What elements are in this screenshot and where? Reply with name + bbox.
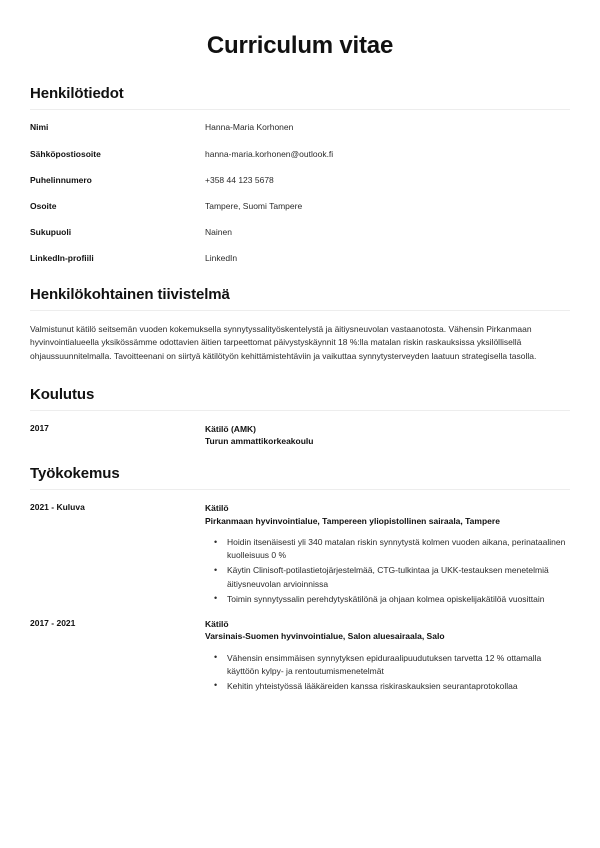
section-divider [30, 109, 570, 110]
detail-label-nimi: Nimi [30, 122, 49, 133]
experience-entry-date: 2021 - Kuluva [30, 502, 85, 513]
education-entry [30, 423, 570, 448]
table-row [30, 253, 570, 279]
experience-entry-role: Kätilö [205, 618, 229, 629]
section-divider [30, 410, 570, 411]
table-row [30, 149, 570, 175]
education-entry-date: 2017 [30, 422, 49, 433]
section-personal-details [30, 85, 570, 279]
detail-label-address: Osoite [30, 200, 57, 211]
list-item: • Vähensin ensimmäisen synnytyksen epiduraalipuudutuksen tarvetta 12 % ottamalla käyttöön kylpy- ja rentoutumismenetelmät [205, 652, 570, 678]
experience-entry-bullets [205, 652, 570, 694]
section-heading-personal-summary: Henkilökohtainen tiivistelmä [30, 285, 230, 303]
detail-value-phone: +358 44 123 5678 [205, 174, 274, 185]
list-item: • Toimin synnytyssalin perehdytyskätilönä ja ohjaan kolmea opiskelijakätilöä vuosittain [205, 593, 570, 606]
detail-value-gender: Nainen [205, 227, 232, 238]
page-title: Curriculum vitae [206, 32, 394, 59]
detail-value-email: hanna-maria.korhonen@outlook.fi [205, 148, 334, 159]
personal-details-table [30, 122, 570, 279]
list-item: • Käytin Clinisoft-potilastietojärjestelmää, CTG-tulkintaa ja UKK-testauksen menetelmiä äitiysneuvolan arvioinnissa [205, 564, 570, 590]
experience-entry-body [205, 502, 570, 607]
education-entry-body [205, 423, 570, 448]
table-row [30, 175, 570, 201]
detail-label-phone: Puhelinnumero [30, 174, 92, 185]
section-heading-education: Koulutus [30, 385, 95, 403]
section-divider [30, 489, 570, 490]
detail-label-email: Sähköpostiosoite [30, 148, 101, 159]
experience-entry [30, 618, 570, 695]
list-item: • Hoidin itsenäisesti yli 340 matalan riskin synnytystä kolmen vuoden aikana, perinataalinen kuolleisuus 0 % [205, 536, 570, 562]
personal-summary-text: Valmistunut kätilö seitsemän vuoden kokemuksella synnytyssalityöskentelystä ja äitiysneuvolan vastaanotosta. Vähensin Pirkanmaan hyvinvointialueella yksikössämme odottavien äitien tarpeettomat päivystyskäynnit 18 %:lla matalan riskin raskauksissa yksilöllisellä ohjaussuunnitelmalla. Tavoitteenani on siirtyä kätilötyön kehittämistehtäviin ja vaikuttaa synnytysterveyden laatuun strategisella tasolla. [30, 323, 537, 362]
experience-entry-employer: Pirkanmaan hyvinvointialue, Tampereen yliopistollinen sairaala, Tampere [205, 515, 500, 526]
detail-label-gender: Sukupuoli [30, 227, 72, 238]
section-personal-summary [30, 286, 570, 364]
experience-entry-date: 2017 - 2021 [30, 617, 76, 628]
table-row [30, 122, 570, 148]
table-row [30, 227, 570, 253]
section-heading-work-experience: Työkokemus [30, 465, 120, 483]
detail-value-nimi: Hanna-Maria Korhonen [205, 122, 294, 133]
table-row [30, 201, 570, 227]
section-work-experience [30, 465, 570, 695]
education-entry-institution: Turun ammattikorkeakoulu [205, 436, 314, 447]
experience-entry-body [205, 618, 570, 695]
experience-entry-bullets [205, 536, 570, 606]
detail-label-linkedin: LinkedIn-profiili [30, 253, 94, 264]
experience-entry [30, 502, 570, 607]
section-education [30, 386, 570, 448]
detail-value-linkedin[interactable]: LinkedIn [205, 253, 238, 264]
list-item: • Kehitin yhteistyössä lääkäreiden kanssa riskiraskauksien seurantaprotokollaa [205, 680, 570, 693]
experience-entry-role: Kätilö [205, 503, 229, 514]
section-divider [30, 310, 570, 311]
detail-value-address: Tampere, Suomi Tampere [205, 200, 303, 211]
education-entry-degree: Kätilö (AMK) [205, 423, 256, 434]
experience-entry-employer: Varsinais-Suomen hyvinvointialue, Salon aluesairaala, Salo [205, 631, 445, 642]
section-heading-personal-details: Henkilötiedot [30, 85, 124, 103]
